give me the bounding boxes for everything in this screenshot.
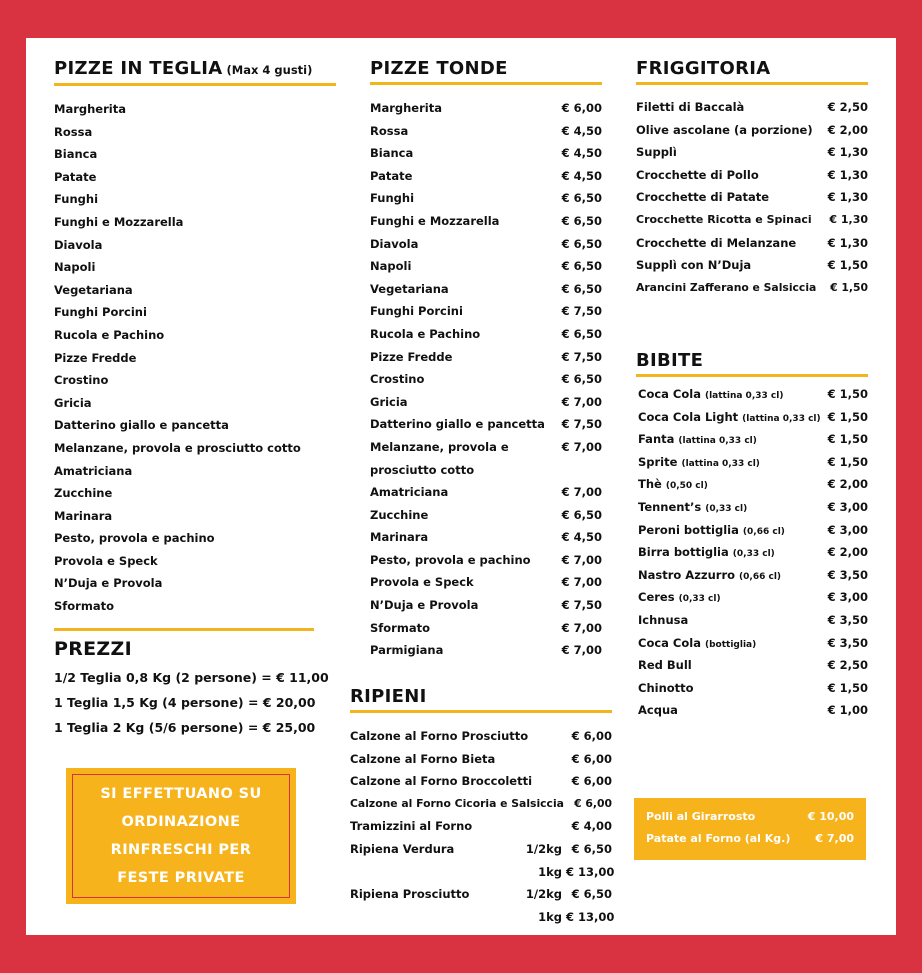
list-item: N’Duja e Provola € 7,50: [370, 598, 602, 613]
list-item: Provola e Speck: [54, 553, 158, 568]
list-item: Vegetariana: [54, 282, 133, 297]
list-item: 1kg € 13,00: [538, 864, 615, 879]
section-bibite: [636, 350, 868, 722]
list-item: Funghi Porcini: [54, 305, 147, 320]
list-item: Crocchette di Melanzane € 1,30: [636, 235, 868, 250]
list-item: Ripiena Verdura 1/2kg € 6,50: [350, 841, 612, 856]
list-item: Filetti di Baccalà € 2,50: [636, 100, 868, 114]
list-item: Peroni bottiglia (0,66 cl) € 3,00: [638, 522, 868, 537]
list-item: Funghi Porcini € 7,50: [370, 304, 602, 319]
list-item: Tramizzini al Forno € 4,00: [350, 819, 612, 834]
list-item: Diavola € 6,50: [370, 236, 602, 251]
list-item: Bianca: [54, 147, 98, 162]
section-pizze-tonde: [370, 58, 602, 662]
list-item: Coca Cola (bottiglia) € 3,50: [638, 635, 868, 650]
list-item: Calzone al Forno Broccoletti € 6,00: [350, 774, 612, 789]
tonde-list: [370, 97, 602, 662]
list-item: Supplì con N’Duja € 1,50: [636, 258, 868, 273]
price-line: 1 Teglia 2 Kg (5/6 persone) = € 25,00: [54, 720, 316, 735]
list-item: Chinotto € 1,50: [638, 680, 868, 695]
list-item: Pesto, provola e pachino: [54, 531, 215, 546]
accent-rule: [350, 710, 612, 713]
list-item: Crocchette Ricotta e Spinaci € 1,30: [636, 212, 868, 226]
list-item: Crostino € 6,50: [370, 372, 602, 387]
friggitoria-list: [636, 96, 868, 299]
list-item: Gricia: [54, 395, 92, 410]
list-item: Coca Cola Light (lattina 0,33 cl) € 1,50: [638, 409, 868, 424]
list-item: Pesto, provola e pachino € 7,00: [370, 552, 602, 567]
section-title: FRIGGITORIA: [636, 58, 771, 79]
list-item: Margherita: [54, 102, 126, 116]
list-item: Parmigiana € 7,00: [370, 643, 602, 658]
list-item: Red Bull € 2,50: [638, 658, 868, 673]
list-item: N’Duja e Provola: [54, 576, 163, 591]
list-item: Sformato € 7,00: [370, 620, 602, 635]
list-item: Patate: [54, 169, 97, 184]
list-item: Zucchine: [54, 486, 113, 501]
list-item: Supplì € 1,30: [636, 145, 868, 160]
list-item: Nastro Azzurro (0,66 cl) € 3,50: [638, 567, 868, 582]
list-item: Birra bottiglia (0,33 cl) € 2,00: [638, 545, 868, 560]
list-item: Napoli: [54, 260, 96, 275]
list-item: Provola e Speck € 7,00: [370, 575, 602, 590]
list-item: Margherita € 6,00: [370, 101, 602, 115]
section-prezzi: [54, 638, 336, 740]
teglia-list: [54, 98, 336, 618]
accent-rule: [370, 82, 602, 85]
section-friggitoria: [636, 58, 868, 299]
list-item: Marinara: [54, 508, 113, 523]
list-item: Gricia € 7,00: [370, 394, 602, 409]
list-item: Bianca € 4,50: [370, 146, 602, 161]
list-item: Funghi: [54, 192, 99, 207]
promo-border: [72, 774, 290, 898]
list-item: Rucola e Pachino € 6,50: [370, 326, 602, 341]
list-item: Napoli € 6,50: [370, 259, 602, 274]
accent-rule: [54, 628, 314, 631]
list-item: Tennent’s (0,33 cl) € 3,00: [638, 499, 868, 514]
list-item: Pizze Fredde € 7,50: [370, 349, 602, 364]
price-line: 1/2 Teglia 0,8 Kg (2 persone) = € 11,00: [54, 670, 329, 685]
title-text: PIZZE IN TEGLIA: [54, 58, 223, 79]
list-item: Funghi e Mozzarella € 6,50: [370, 213, 602, 228]
section-title: PIZZE TONDE: [370, 58, 508, 79]
section-title: [54, 58, 336, 81]
list-item: Crocchette di Patate € 1,30: [636, 190, 868, 205]
price-line: 1 Teglia 1,5 Kg (4 persone) = € 20,00: [54, 695, 316, 710]
list-item: Sformato: [54, 599, 114, 614]
section-title: BIBITE: [636, 350, 704, 371]
list-item: Funghi € 6,50: [370, 191, 602, 206]
list-item: Polli al Girarrosto € 10,00: [646, 810, 854, 823]
list-item: Pizze Fredde: [54, 350, 137, 365]
list-item: Coca Cola (lattina 0,33 cl) € 1,50: [638, 387, 868, 401]
list-item: Datterino giallo e pancetta € 7,50: [370, 417, 602, 432]
list-item: Amatriciana: [54, 463, 133, 478]
list-item: Patate € 4,50: [370, 168, 602, 183]
accent-rule: [636, 82, 868, 85]
list-item: Rossa: [54, 124, 93, 139]
list-item: Vegetariana € 6,50: [370, 281, 602, 296]
list-item: Ichnusa € 3,50: [638, 612, 868, 627]
promo-line: RINFRESCHI PER: [110, 842, 252, 858]
list-item: Arancini Zafferano e Salsiccia € 1,50: [636, 280, 868, 294]
promo-line: SI EFFETTUANO SU: [100, 786, 262, 802]
accent-rule: [636, 374, 868, 377]
list-item: Rucola e Pachino: [54, 327, 165, 342]
rosticceria-box: [634, 798, 866, 860]
title-note: (Max 4 gusti): [226, 63, 313, 77]
list-item: 1kg € 13,00: [538, 909, 615, 924]
list-item: Calzone al Forno Prosciutto € 6,00: [350, 729, 612, 743]
list-item: Rossa € 4,50: [370, 123, 602, 138]
list-item: Melanzane, provola e prosciutto cotto: [54, 440, 301, 455]
list-item: Diavola: [54, 237, 103, 252]
list-item: Ceres (0,33 cl) € 3,00: [638, 590, 868, 605]
list-item: Acqua € 1,00: [638, 703, 868, 718]
section-pizze-in-teglia: [54, 58, 336, 631]
promo-line: FESTE PRIVATE: [117, 870, 245, 886]
list-item: Marinara € 4,50: [370, 530, 602, 545]
list-item: Olive ascolane (a porzione) € 2,00: [636, 122, 868, 137]
list-item: Calzone al Forno Bieta € 6,00: [350, 751, 612, 766]
section-ripieni: [350, 686, 615, 928]
list-item: Funghi e Mozzarella: [54, 214, 184, 229]
ripieni-list: [350, 725, 615, 928]
menu-sheet: [26, 38, 896, 935]
list-item: Amatriciana € 7,00: [370, 485, 602, 500]
list-item: Fanta (lattina 0,33 cl) € 1,50: [638, 432, 868, 447]
section-title: RIPIENI: [350, 686, 427, 707]
accent-rule: [54, 83, 336, 86]
list-item: Patate al Forno (al Kg.) € 7,00: [646, 832, 854, 845]
list-item: Crostino: [54, 373, 109, 388]
list-item: Melanzane, provola e prosciutto cotto € 7,00: [370, 439, 602, 477]
list-item: Datterino giallo e pancetta: [54, 418, 229, 433]
list-item: Sprite (lattina 0,33 cl) € 1,50: [638, 454, 868, 469]
list-item: Zucchine € 6,50: [370, 507, 602, 522]
promo-box: [66, 768, 296, 904]
section-title: PREZZI: [54, 638, 132, 660]
list-item: Calzone al Forno Cicoria e Salsiccia € 6,00: [350, 796, 612, 810]
bibite-list: [636, 383, 868, 722]
promo-line: ORDINAZIONE: [121, 814, 241, 830]
list-item: Thè (0,50 cl) € 2,00: [638, 477, 868, 492]
list-item: Crocchette di Pollo € 1,30: [636, 167, 868, 182]
list-item: Ripiena Prosciutto 1/2kg € 6,50: [350, 887, 612, 902]
